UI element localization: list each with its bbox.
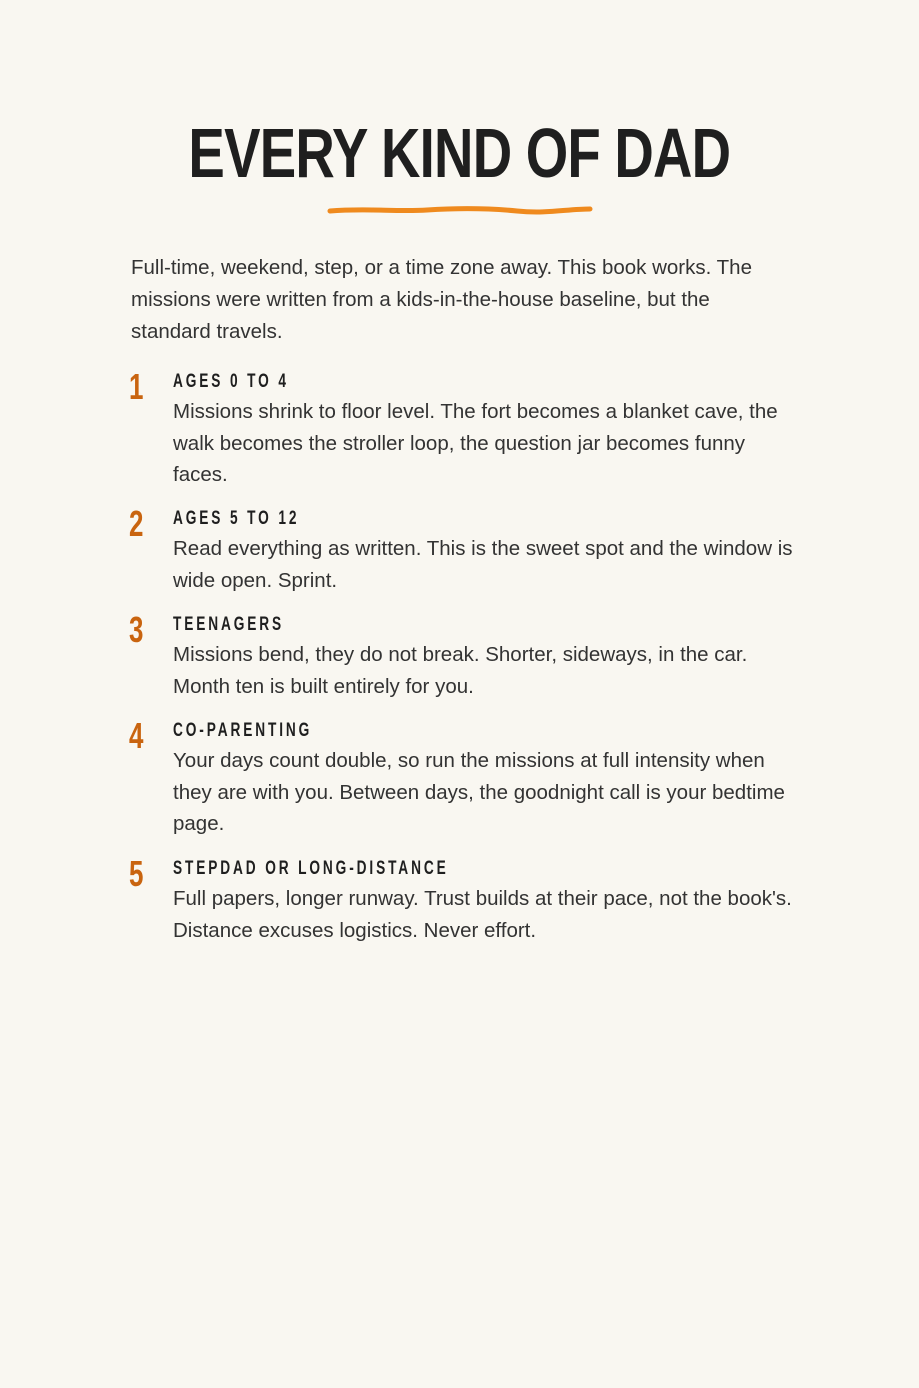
- item-description: Missions shrink to floor level. The fort becomes a blanket cave, the walk becomes the stroller loop, the question jar becomes funny faces.: [173, 400, 778, 486]
- item-description: Your days count double, so run the missions at full intensity when they are with you. Between days, the goodnight call is your bedtime page.: [173, 749, 785, 835]
- item-number: 4: [129, 715, 144, 756]
- item-number: 5: [129, 853, 144, 894]
- item-description: Missions bend, they do not break. Shorter, sideways, in the car. Month ten is built entirely for you.: [173, 643, 748, 698]
- title-underline: [327, 203, 593, 217]
- item-heading: TEENAGERS: [173, 614, 285, 635]
- item-heading: AGES 5 TO 12: [173, 508, 300, 529]
- item-number: 2: [129, 503, 144, 544]
- item-number: 1: [129, 366, 144, 407]
- page-title: EVERY KIND OF DAD: [188, 114, 731, 192]
- item-heading: STEPDAD OR LONG-DISTANCE: [173, 858, 449, 879]
- item-heading: CO-PARENTING: [173, 720, 313, 741]
- item-description: Read everything as written. This is the sweet spot and the window is wide open. Sprint.: [173, 537, 793, 592]
- intro-paragraph: Full-time, weekend, step, or a time zone away. This book works. The missions were written from a kids-in-the-house baseline, but the standard travels.: [131, 256, 752, 343]
- item-number: 3: [129, 609, 144, 650]
- item-description: Full papers, longer runway. Trust builds at their pace, not the book's. Distance excuses logistics. Never effort.: [173, 887, 792, 942]
- item-heading: AGES 0 TO 4: [173, 371, 289, 392]
